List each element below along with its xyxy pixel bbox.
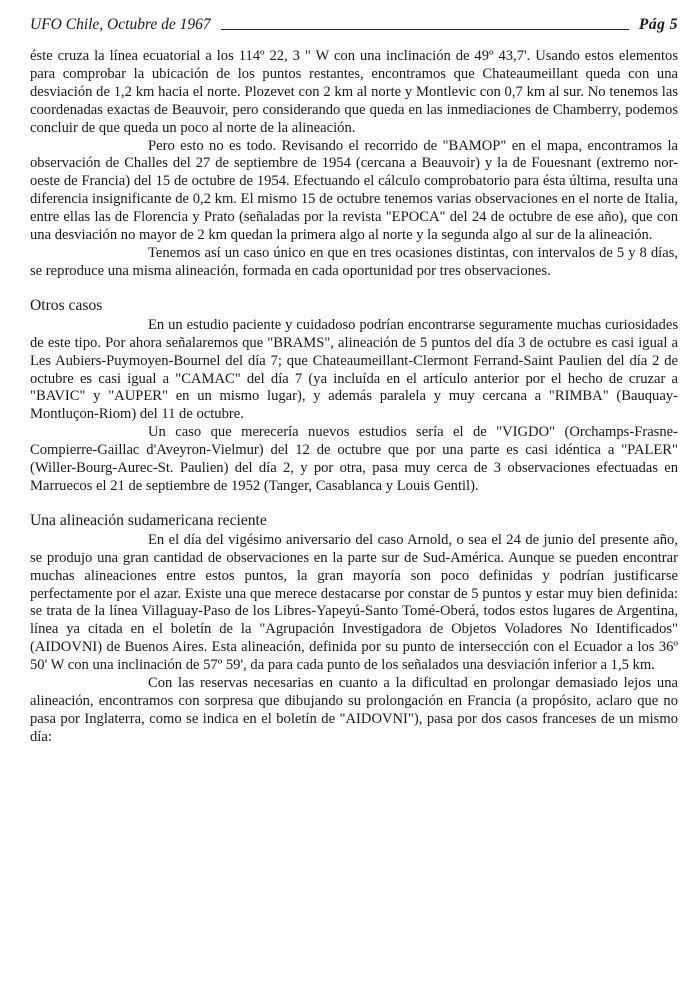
paragraph: Con las reservas necesarias en cuanto a la dificultad en prolongar demasiado lejos una alineación, encontramos con sorpresa que dibujando su prolongación en Francia (a propósito, aclaro que no pasa por Inglaterra, como se indica en el boletín de "AIDOVNI"), pasa por dos casos franceses de un mismo día: xyxy=(30,675,678,745)
article-body xyxy=(30,48,678,747)
paragraph: Tenemos así un caso único en que en tres ocasiones distintas, con intervalos de 5 y 8 días, se reproduce una misma alineación, formada en cada oportunidad por tres observaciones. xyxy=(30,244,678,279)
paragraph: Pero esto no es todo. Revisando el recorrido de "BAMOP" en el mapa, encontramos la observación de Challes del 27 de septiembre de 1954 (cercana a Beauvoir) y la de Fouesnant (extremo nor-oeste de Francia) del 15 de octubre de 1954. Efectuando el cálculo comprobatorio para ésta última, resulta una diferencia insignificante de 0,2 km. El mismo 15 de octubre tenemos varias observaciones en el norte de Italia, entre ellas las de Florencia y Prato (señaladas por la revista "EPOCA" del 24 de octubre de ese año), que con una desviación no mayor de 2 km quedan la primera algo al norte y la segunda algo al sur de la alineación. xyxy=(30,137,678,244)
running-header xyxy=(30,16,678,34)
section-heading-otros-casos: Otros casos xyxy=(30,296,103,314)
publication-title: UFO Chile, Octubre de 1967 xyxy=(30,16,211,33)
page-number: Pág 5 xyxy=(638,16,678,33)
paragraph: En un estudio paciente y cuidadoso podrían encontrarse seguramente muchas curiosidades de este tipo. Por ahora señalaremos que "BRAMS", alineación de 5 puntos del día 3 de octubre es casi igual a Les Aubiers-Puymoyen-Bournel del día 7; que Chateaumeillant-Clermont Ferrand-Saint Paulien del día 2 de octubre es casi igual a "CAMAC" del día 7 (ya incluída en el artículo anterior por el hecho de cruzar a "BAVIC" y "AUPER" en un mismo lugar), y además paralela y muy cercana a "RIMBA" (Bauquay-Montluçon-Riom) del 11 de octubre. xyxy=(30,316,678,423)
paragraph: Un caso que merecería nuevos estudios sería el de "VIGDO" (Orchamps-Frasne-Compierre-Gaillac d'Aveyron-Vielmur) del 12 de octubre que por una parte es casi idéntica a "PALER" (Willer-Bourg-Aurec-St. Paulien) del día 2, y por otra, pasa muy cerca de 3 observaciones efectuadas en Marruecos el 21 de septiembre de 1952 (Tanger, Casablanca y Louis Gentil). xyxy=(30,424,678,494)
section-heading-alineacion-sudamericana: Una alineación sudamericana reciente xyxy=(30,511,267,529)
paragraph: En el día del vigésimo aniversario del caso Arnold, o sea el 24 de junio del presente año, se produjo una gran cantidad de observaciones en la parte sur de Sud-América. Aunque se pueden encontrar muchas alineaciones entre estos puntos, la gran mayoría son poco definidas y podrían justificarse perfectamente por el azar. Existe una que merece destacarse por constar de 5 puntos y estar muy bien definida: se trata de la línea Villaguay-Paso de los Libres-Yapeyú-Santo Tomé-Oberá, todos estos lugares de Argentina, línea ya citada en el boletín de la "Agrupación Investigadora de Objetos Voladores No Identificados" (AIDOVNI) de Buenos Aires. Esta alineación, definida por su punto de intersección con el Ecuador a los 36º 50' W con una inclinación de 57º 59', da para cada punto de los señalados una desviación inferior a 1,5 km. xyxy=(30,531,678,674)
header-rule xyxy=(221,29,629,30)
paragraph: éste cruza la línea ecuatorial a los 114º 22, 3 " W con una inclinación de 49º 43,7'. Usando estos elementos para comprobar la ubicación de los puntos restantes, encontramos que Chateaumeillant queda con una desviación de 1,2 km hacia el norte. Plozevet con 2 km al norte y Montlevic con 0,7 km al sur. No tenemos las coordenadas exactas de Beauvoir, pero considerando que queda en las inmediaciones de Chamberry, podemos concluir de que queda un poco al norte de la alineación. xyxy=(30,48,678,136)
